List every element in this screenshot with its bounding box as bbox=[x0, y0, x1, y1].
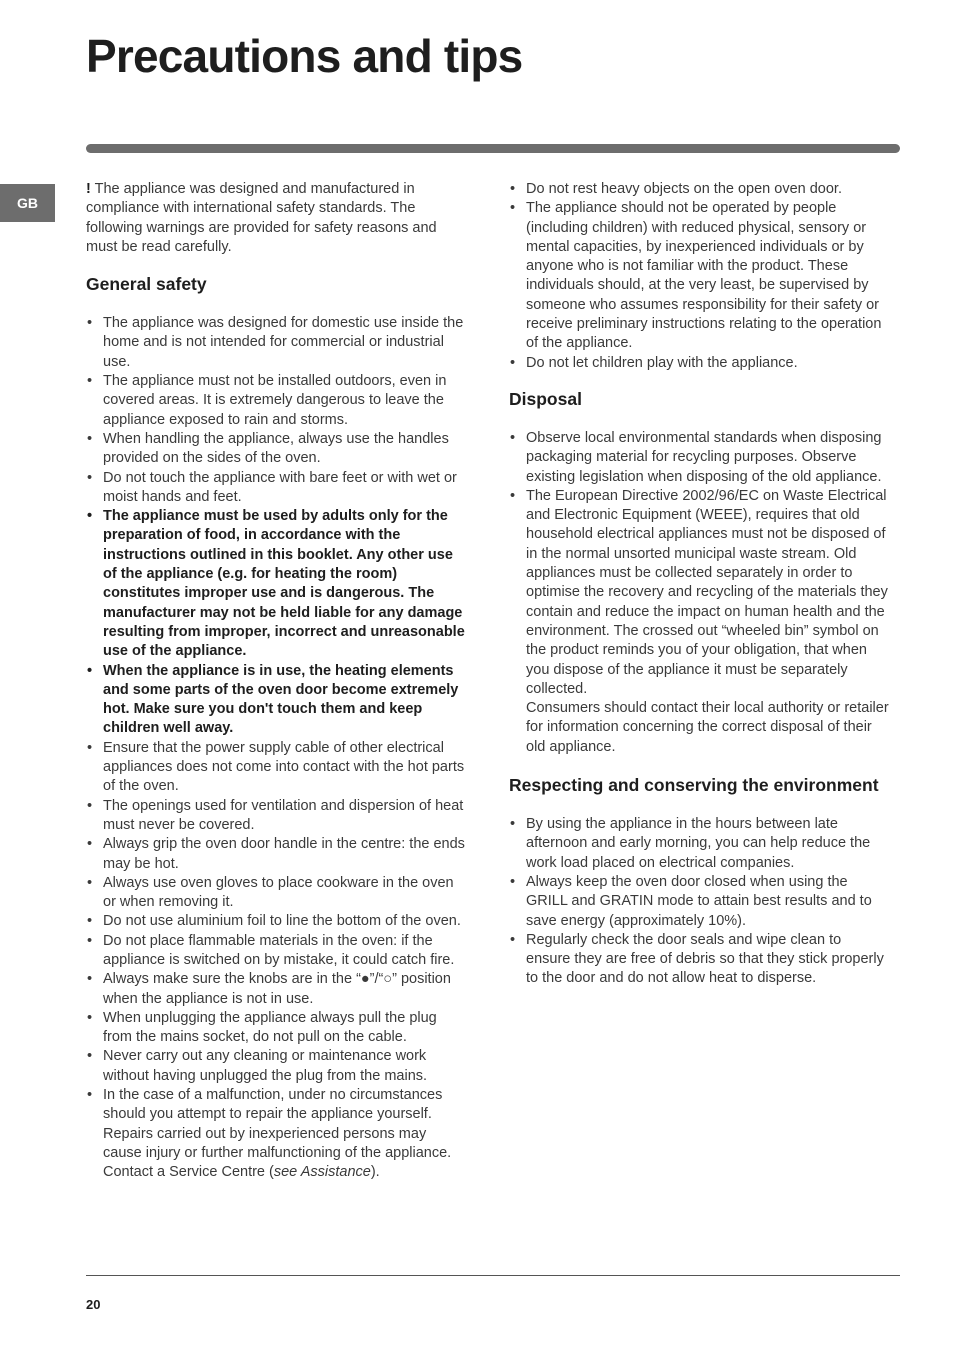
list-item: • Ensure that the power supply cable of other electrical appliances does not come into contact with the hot parts of the oven. bbox=[86, 739, 466, 797]
list-item-text: In the case of a malfunction, under no circumstances should you attempt to repair the appliance yourself. Repairs carried out by inexperienced persons may cause injury or further malfunctioning of the appliance. Contact a Service Centre ( bbox=[103, 1087, 452, 1181]
right-column bbox=[509, 180, 889, 989]
warning-mark: ! bbox=[86, 181, 91, 197]
footer-divider bbox=[86, 1275, 900, 1276]
list-item: • Always use oven gloves to place cookware in the oven or when removing it. bbox=[86, 874, 466, 913]
general-safety-list bbox=[86, 314, 466, 1182]
list-item: • Always keep the oven door closed when using the GRILL and GRATIN mode to attain best results and to save energy (approximately 10%). bbox=[509, 873, 889, 931]
list-item: • Regularly check the door seals and wipe clean to ensure they are free of debris so that they stick properly to the door and do not allow heat to disperse. bbox=[509, 931, 889, 989]
environment-heading: Respecting and conserving the environment bbox=[509, 775, 879, 796]
left-column bbox=[86, 180, 466, 1183]
intro-text: The appliance was designed and manufactured in compliance with international safety standards. The following warnings are provided for safety reasons and must be read carefully. bbox=[86, 181, 437, 255]
list-item: • The appliance must not be installed outdoors, even in covered areas. It is extremely dangerous to leave the appliance exposed to rain and storms. bbox=[86, 372, 466, 430]
assistance-reference: see Assistance bbox=[273, 1164, 371, 1181]
list-item: • The appliance should not be operated by people (including children) with reduced physical, sensory or mental capacities, by inexperienced individuals or by anyone who is not familiar with the product. These individuals should, at the very least, be supervised by someone who assumes responsibility for their safety or receive preliminary instructions relating to the operation of the appliance. bbox=[509, 199, 889, 353]
list-item: • Observe local environmental standards when disposing packaging material for recycling purposes. Observe existing legislation when disposing of the old appliance. bbox=[509, 429, 889, 487]
list-item: • Always make sure the knobs are in the “●”/“○” position when the appliance is not in use. bbox=[86, 970, 466, 1009]
list-item bbox=[86, 1086, 466, 1182]
list-item: • Do not place flammable materials in the oven: if the appliance is switched on by mistake, it could catch fire. bbox=[86, 932, 466, 971]
page-number: 20 bbox=[86, 1297, 101, 1312]
list-item: • Never carry out any cleaning or maintenance work without having unplugged the plug from the mains. bbox=[86, 1047, 466, 1086]
list-item: • The European Directive 2002/96/EC on Waste Electrical and Electronic Equipment (WEEE), requires that old household electrical appliances must not be disposed of in the normal unsorted municipal waste stream. Old appliances must be collected separately in order to optimise the recovery and recycling of the materials they contain and reduce the impact on human health and the environment. The crossed out “wheeled bin” symbol on the product reminds you of your obligation, that when you dispose of the appliance it must be separately collected. bbox=[509, 487, 889, 699]
disposal-list bbox=[509, 429, 889, 699]
list-item: • When unplugging the appliance always pull the plug from the mains socket, do not pull on the cable. bbox=[86, 1009, 466, 1048]
list-item: • Do not let children play with the appliance. bbox=[509, 354, 889, 373]
page-title: Precautions and tips bbox=[86, 30, 523, 82]
intro-paragraph bbox=[86, 180, 466, 257]
list-item: • The appliance was designed for domestic use inside the home and is not intended for commercial or industrial use. bbox=[86, 314, 466, 372]
list-item: • Always grip the oven door handle in the centre: the ends may be hot. bbox=[86, 835, 466, 874]
list-item: • When handling the appliance, always use the handles provided on the sides of the oven. bbox=[86, 430, 466, 469]
list-item: • The openings used for ventilation and dispersion of heat must never be covered. bbox=[86, 797, 466, 836]
header-divider bbox=[86, 144, 900, 153]
oven-use-list bbox=[509, 180, 889, 373]
list-item: • Do not rest heavy objects on the open oven door. bbox=[509, 180, 889, 199]
general-safety-heading: General safety bbox=[86, 274, 207, 295]
list-item-text-end: ). bbox=[370, 1164, 380, 1181]
list-item: • When the appliance is in use, the heating elements and some parts of the oven door become extremely hot. Make sure you don't touch them and keep children well away. bbox=[86, 662, 466, 739]
language-tab: GB bbox=[0, 184, 55, 222]
list-item: • By using the appliance in the hours between late afternoon and early morning, you can help reduce the work load placed on electrical companies. bbox=[509, 815, 889, 873]
list-item: • Do not use aluminium foil to line the bottom of the oven. bbox=[86, 912, 466, 931]
list-item: • Do not touch the appliance with bare feet or with wet or moist hands and feet. bbox=[86, 469, 466, 508]
disposal-continuation: Consumers should contact their local authority or retailer for information concerning the correct disposal of their old appliance. bbox=[526, 700, 889, 755]
list-item: • The appliance must be used by adults only for the preparation of food, in accordance with the instructions outlined in this booklet. Any other use of the appliance (e.g. for heating the room) constitutes improper use and is dangerous. The manufacturer may not be held liable for any damage resulting from improper, incorrect and unreasonable use of the appliance. bbox=[86, 507, 466, 661]
disposal-heading: Disposal bbox=[509, 388, 582, 409]
environment-list bbox=[509, 815, 889, 989]
